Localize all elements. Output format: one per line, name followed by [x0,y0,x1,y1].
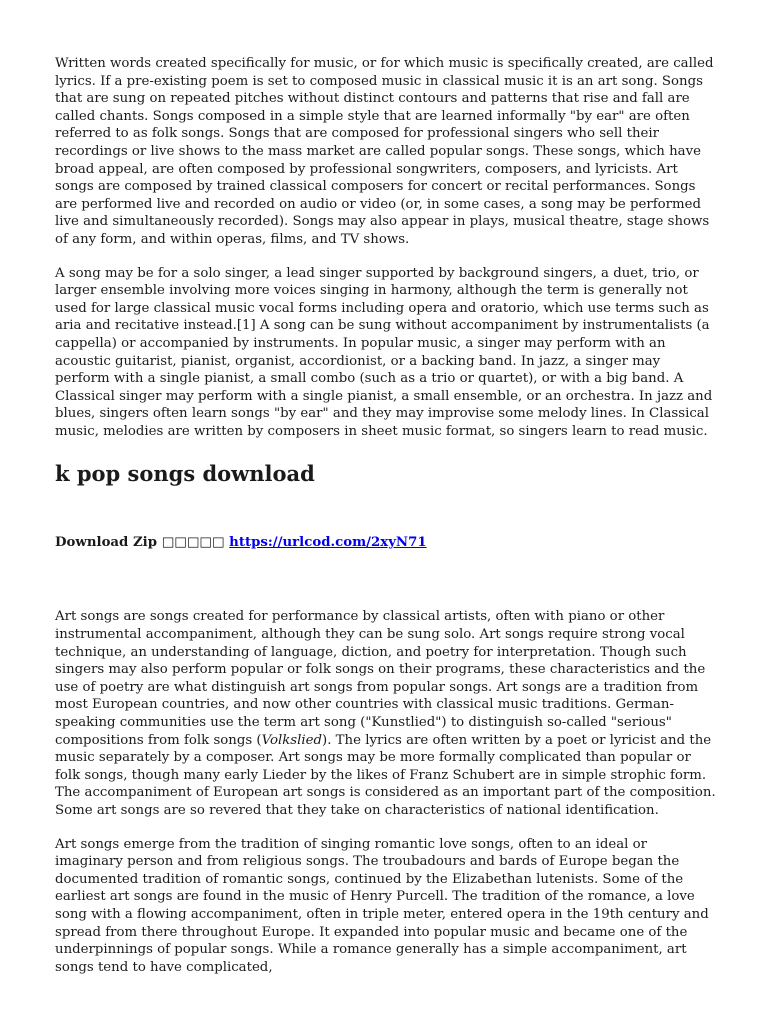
paragraph-art-songs-start: Art songs are songs created for performance by classical artists, often with piano or other instrumental accompaniment, although they can be sung solo. Art songs require strong vocal technique, an understanding of language, diction, and poetry for interpretation. Though such singers may also perform popular or folk songs on their programs, these characteristics and the use of poetry are what distinguish art songs from popular songs. Art songs are a tradition from most European countries, and now other countries with classical music traditions. German-speaking communities use the term art song ("Kunstlied") to distinguish so-called "serious" compositions from folk songs ( [55,609,706,748]
paragraph-art-songs [55,608,717,819]
download-label: Download Zip [55,535,158,551]
page-heading: k pop songs download [55,461,315,487]
volkslied-term: Volkslied [261,732,323,748]
paragraph-romantic-tradition: Art songs emerge from the tradition of singing romantic love songs, often to an ideal or imaginary person and from religious songs. The troubadours and bards of Europe began the documented tradition of romantic songs, continued by the Elizabethan lutenists. Some of the earliest art songs are found in the music of Henry Purcell. The tradition of the romance, a love song with a flowing accompaniment, often in triple meter, entered opera in the 19th century and spread from there throughout Europe. It expanded into popular music and became one of the underpinnings of popular songs. While a romance generally has a simple accompaniment, art songs tend to have complicated, [55,836,709,975]
paragraph-song-ensemble: A song may be for a solo singer, a lead singer supported by background singers, a duet, trio, or larger ensemble involving more voices singing in harmony, although the term is generally not used for large classical music vocal forms including opera and oratorio, which use terms such as aria and recitative instead.[1] A song can be sung without accompaniment by instrumentalists (a cappella) or accompanied by instruments. In popular music, a singer may perform with an acoustic guitarist, pianist, organist, accordionist, or a backing band. In jazz, a singer may perform with a single pianist, a small combo (such as a trio or quartet), or with a big band. A Classical singer may perform with a single pianist, a small ensemble, or an orchestra. In jazz and blues, singers often learn songs "by ear" and they may improvise some melody lines. In Classical music, melodies are written by composers in sheet music format, so singers learn to read music. [55,265,713,439]
download-link[interactable]: https://urlcod.com/2xyN71 [229,535,427,551]
download-glyphs: □□□□□ [161,535,225,551]
document-body [55,55,717,976]
download-line [55,534,717,552]
paragraph-art-songs-end: ). The lyrics are often written by a poet or lyricist and the music separately by a composer. Art songs may be more formally complicated than popular or folk songs, though many early Lieder by the likes of Franz Schubert are in simple strophic form. The accompaniment of European art songs is considered as an important part of the composition. Some art songs are so revered that they take on characteristics of national identification. [55,732,716,818]
paragraph-lyrics: Written words created specifically for music, or for which music is specifically created, are called lyrics. If a pre-existing poem is set to composed music in classical music it is an art song. Songs that are sung on repeated pitches without distinct contours and patterns that rise and fall are called chants. Songs composed in a simple style that are learned informally "by ear" are often referred to as folk songs. Songs that are composed for professional singers who sell their recordings or live shows to the mass market are called popular songs. These songs, which have broad appeal, are often composed by professional songwriters, composers, and lyricists. Art songs are composed by trained classical composers for concert or recital performances. Songs are performed live and recorded on audio or video (or, in some cases, a song may be performed live and simultaneously recorded). Songs may also appear in plays, musical theatre, stage shows of any form, and within operas, films, and TV shows. [55,56,714,247]
